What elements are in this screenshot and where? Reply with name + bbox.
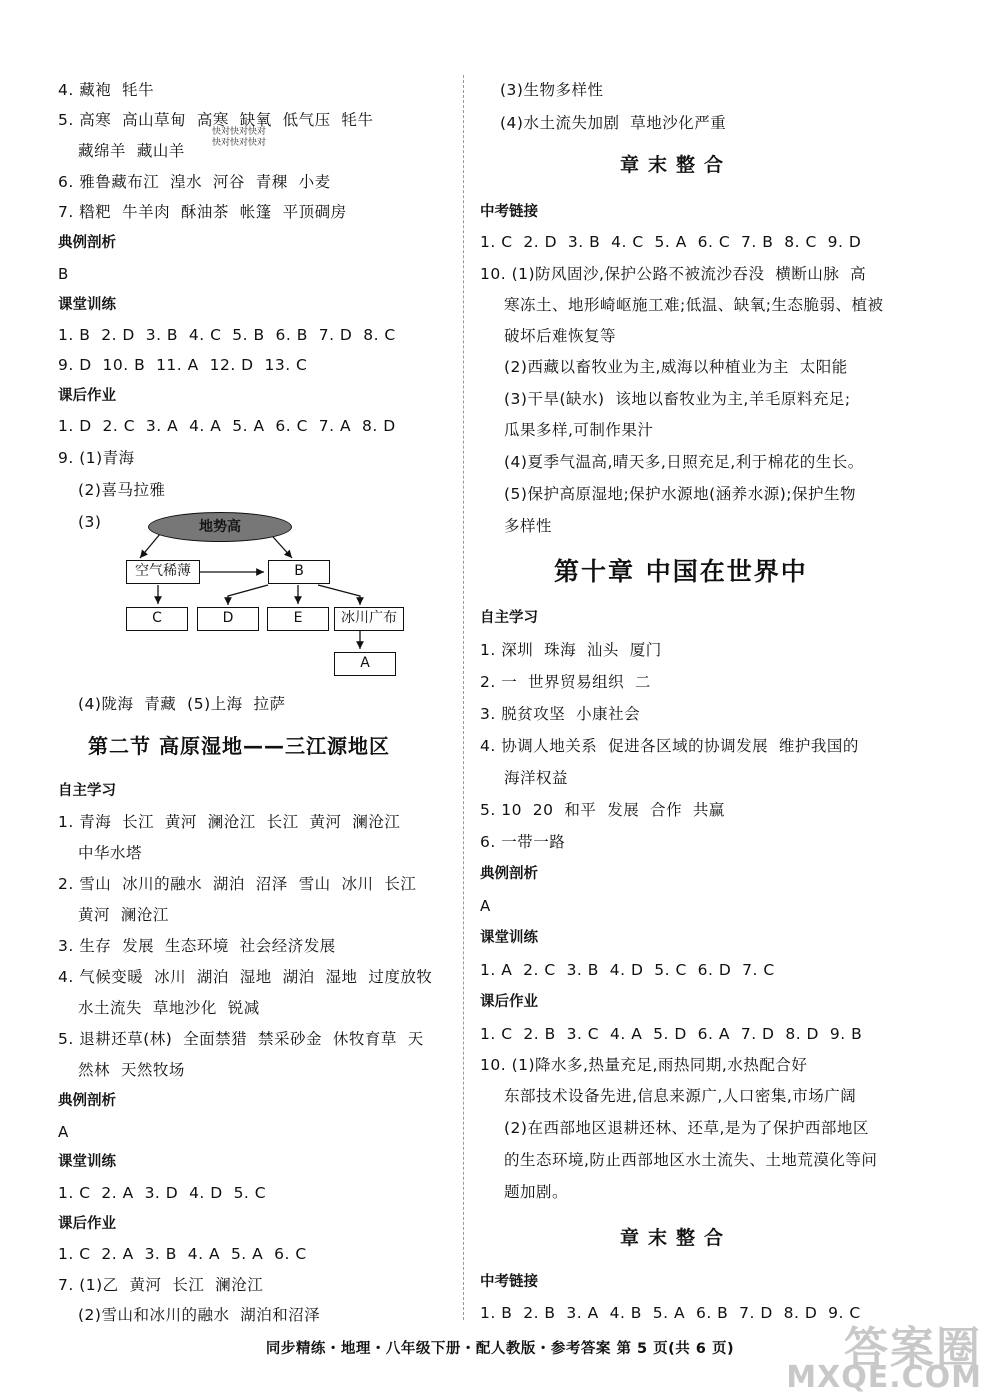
subheading-dianli: 典例剖析 — [58, 235, 116, 251]
answer-line: 1. B 2. D 3. B 4. C 5. B 6. B 7. D 8. C — [58, 326, 396, 344]
answer-line: 瓜果多样,可制作果汁 — [504, 421, 654, 439]
subheading-kehou: 课后作业 — [58, 1216, 116, 1232]
subheading-kehou: 课后作业 — [480, 994, 538, 1010]
answer-line: 1. B 2. B 3. A 4. B 5. A 6. B 7. D 8. D 9. C — [480, 1304, 861, 1322]
answer-line: 7. 糌粑 牛羊肉 酥油茶 帐篷 平顶碉房 — [58, 203, 347, 221]
answer-line: (2)喜马拉雅 — [78, 481, 166, 499]
answer-line: 9. (1)青海 — [58, 449, 135, 467]
answer-line: 6. 雅鲁藏布江 湟水 河谷 青稞 小麦 — [58, 173, 331, 191]
answer-line: 海洋权益 — [504, 769, 569, 787]
answer-line: 5. 10 20 和平 发展 合作 共赢 — [480, 801, 725, 819]
answer-line: (5)保护高原湿地;保护水源地(涵养水源);保护生物 — [504, 485, 856, 503]
answer-line: 1. A 2. C 3. B 4. D 5. C 6. D 7. C — [480, 961, 775, 979]
answer-line: 4. 藏袍 牦牛 — [58, 81, 155, 99]
answer-line: 3. 生存 发展 生态环境 社会经济发展 — [58, 937, 336, 955]
answer-line: 寒冻土、地形崎岖施工难;低温、缺氧;生态脆弱、植被 — [504, 296, 884, 314]
node-ellipse: 地势高 — [148, 512, 292, 542]
answer-line: 1. C 2. D 3. B 4. C 5. A 6. C 7. B 8. C 9. D — [480, 233, 862, 251]
answer-line: 1. C 2. B 3. C 4. A 5. D 6. A 7. D 8. D 9. B — [480, 1025, 863, 1043]
answer-line: 4. 协调人地关系 促进各区域的协调发展 维护我国的 — [480, 737, 859, 755]
answer-line: (2)西藏以畜牧业为主,威海以种植业为主 太阳能 — [504, 358, 848, 376]
subheading-zizhu: 自主学习 — [480, 610, 538, 626]
answer-line: 东部技术设备先进,信息来源广,人口密集,市场广阔 — [504, 1087, 857, 1105]
subheading-ketang: 课堂训练 — [480, 930, 538, 946]
chapter-title: 第十章 中国在世界中 — [554, 557, 808, 586]
answer-line: (4)水土流失加剧 草地沙化严重 — [500, 114, 727, 132]
watermark-logo: 答案圈 — [844, 1323, 982, 1374]
answer-line: 中华水塔 — [78, 844, 143, 862]
answer-line: A — [480, 897, 491, 915]
answer-line: B — [58, 265, 69, 283]
answer-line: 4. 气候变暖 冰川 湖泊 湿地 湖泊 湿地 过度放牧 — [58, 968, 433, 986]
node-box: 冰川广布 — [334, 607, 404, 631]
answer-line: 5. 高寒 高山草甸 高寒 缺氧 低气压 牦牛 — [58, 111, 374, 129]
answer-line: 1. 深圳 珠海 汕头 厦门 — [480, 641, 662, 659]
answer-line: 7. (1)乙 黄河 长江 澜沧江 — [58, 1276, 264, 1294]
answer-line: 1. C 2. A 3. D 4. D 5. C — [58, 1184, 267, 1202]
page-footer: 同步精练・地理・八年级下册・配人教版・参考答案 第 5 页(共 6 页) — [265, 1341, 735, 1357]
handwritten-scribble: 快对快对快对 快对快对快对 — [212, 127, 267, 148]
answer-line: (3)干旱(缺水) 该地以畜牧业为主,羊毛原料充足; — [504, 390, 851, 408]
subheading-zhongkao: 中考链接 — [480, 204, 538, 220]
node-box: B — [268, 560, 330, 584]
subheading-ketang: 课堂训练 — [58, 297, 116, 313]
node-box: A — [334, 652, 396, 676]
subheading-ketang: 课堂训练 — [58, 1154, 116, 1170]
answer-line: 6. 一带一路 — [480, 833, 566, 851]
answer-line: (3) — [78, 513, 102, 531]
answer-line: 1. C 2. A 3. B 4. A 5. A 6. C — [58, 1245, 307, 1263]
node-box: E — [267, 607, 329, 631]
answer-line: 破坏后难恢复等 — [504, 327, 617, 345]
answer-line: (3)生物多样性 — [500, 81, 604, 99]
answer-line: A — [58, 1123, 69, 1141]
column-divider — [463, 75, 465, 1320]
answer-line: (4)夏季气温高,晴天多,日照充足,利于棉花的生长。 — [504, 453, 864, 471]
answer-line: 然林 天然牧场 — [78, 1061, 185, 1079]
answer-line: (4)陇海 青藏 (5)上海 拉萨 — [78, 695, 286, 713]
subheading-kehou: 课后作业 — [58, 388, 116, 404]
answer-line: 藏绵羊 藏山羊 — [78, 142, 185, 160]
answer-line: 1. D 2. C 3. A 4. A 5. A 6. C 7. A 8. D — [58, 417, 396, 435]
answer-line: 的生态环境,防止西部地区水土流失、土地荒漠化等问 — [504, 1151, 878, 1169]
answer-line: 10. (1)降水多,热量充足,雨热同期,水热配合好 — [480, 1056, 808, 1074]
section-title: 第二节 高原湿地——三江源地区 — [88, 734, 390, 758]
arrow — [318, 585, 360, 605]
node-box: C — [126, 607, 188, 631]
subheading-dianli: 典例剖析 — [58, 1093, 116, 1109]
answer-line: 水土流失 草地沙化 锐减 — [78, 999, 260, 1017]
answer-line: 2. 一 世界贸易组织 二 — [480, 673, 651, 691]
answer-line: 3. 脱贫攻坚 小康社会 — [480, 705, 641, 723]
answer-line: 黄河 澜沧江 — [78, 906, 169, 924]
node-box: 空气稀薄 — [126, 560, 200, 584]
answer-line: 9. D 10. B 11. A 12. D 13. C — [58, 356, 308, 374]
answer-line: 题加剧。 — [504, 1183, 569, 1201]
answer-line: (2)在西部地区退耕还林、还草,是为了保护西部地区 — [504, 1119, 869, 1137]
subheading-zizhu: 自主学习 — [58, 783, 116, 799]
subheading-zhongkao: 中考链接 — [480, 1274, 538, 1290]
chapter-summary-title: 章末整合 — [620, 1227, 733, 1249]
arrow — [228, 585, 268, 605]
answer-line: 多样性 — [504, 517, 553, 535]
subheading-dianli: 典例剖析 — [480, 866, 538, 882]
answer-line: 1. 青海 长江 黄河 澜沧江 长江 黄河 澜沧江 — [58, 813, 401, 831]
answer-line: (2)雪山和冰川的融水 湖泊和沼泽 — [78, 1306, 321, 1324]
answer-line: 10. (1)防风固沙,保护公路不被流沙吞没 横断山脉 高 — [480, 265, 867, 283]
watermark-url: MXQE.COM — [786, 1360, 982, 1395]
chapter-summary-title: 章末整合 — [620, 154, 733, 176]
answer-line: 2. 雪山 冰川的融水 湖泊 沼泽 雪山 冰川 长江 — [58, 875, 417, 893]
answer-line: 5. 退耕还草(林) 全面禁猎 禁采砂金 休牧育草 天 — [58, 1030, 424, 1048]
node-box: D — [197, 607, 259, 631]
